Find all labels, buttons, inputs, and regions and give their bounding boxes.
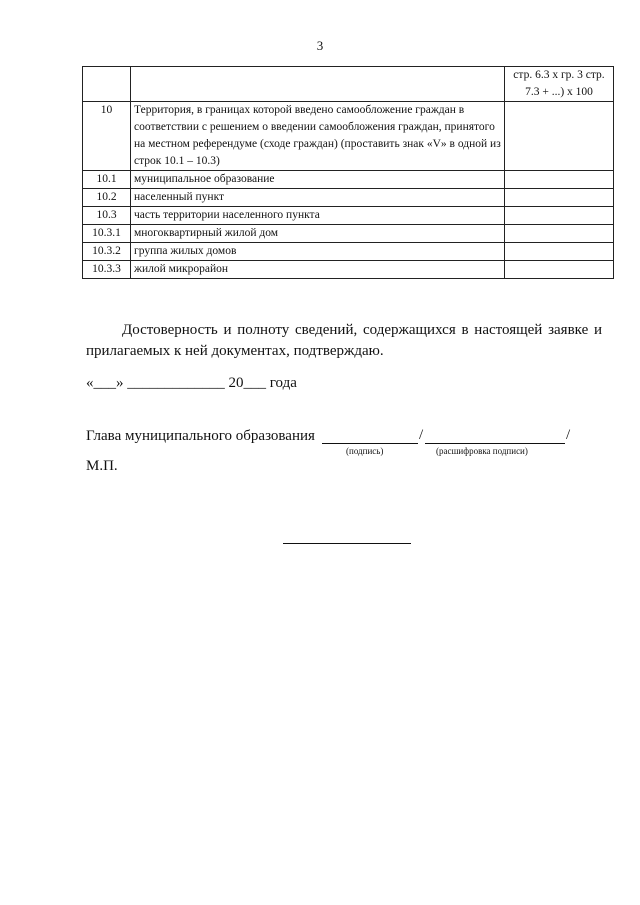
table-row (83, 243, 614, 261)
row-text-cell: жилой микрорайон (131, 261, 505, 279)
date-line: «___» _____________ 20___ года (86, 375, 297, 391)
row-value-cell (505, 225, 614, 243)
row-number-cell (83, 67, 131, 102)
row-number-cell: 10.2 (83, 189, 131, 207)
signature-label: Глава муниципального образования (86, 428, 315, 444)
page-number: 3 (316, 38, 324, 53)
row-value-cell (505, 243, 614, 261)
bottom-divider (283, 543, 411, 544)
table-row (83, 189, 614, 207)
row-value-cell (505, 171, 614, 189)
row-value-cell (505, 102, 614, 171)
row-text-cell: муниципальное образование (131, 171, 505, 189)
signature-slash: / (419, 427, 424, 443)
table-row (83, 102, 614, 171)
signature-caption: (подпись) (346, 446, 384, 456)
table-row (83, 67, 614, 102)
row-number-cell: 10 (83, 102, 131, 171)
row-value-cell (505, 207, 614, 225)
form-table (82, 66, 614, 279)
row-number-cell: 10.1 (83, 171, 131, 189)
seal-label: М.П. (86, 458, 118, 474)
row-text-cell: населенный пункт (131, 189, 505, 207)
row-text-cell: часть территории населенного пункта (131, 207, 505, 225)
table-row (83, 171, 614, 189)
signature-decoding-blank (425, 427, 565, 444)
confirmation-statement: Достоверность и полноту сведений, содержащихся в настоящей заявке и прилагаемых к ней документах, подтверждаю. (86, 322, 602, 359)
table-row (83, 225, 614, 243)
table-row (83, 261, 614, 279)
row-text-cell: Территория, в границах которой введено самообложение граждан в соответствии с решением о введении самообложения граждан, принятого на местном референдуме (сходе граждан) (проставить знак «V» в одной из строк 10.1 – 10.3) (131, 102, 505, 171)
table-row (83, 207, 614, 225)
row-value-cell (505, 261, 614, 279)
row-value-cell (505, 189, 614, 207)
row-text-cell: группа жилых домов (131, 243, 505, 261)
row-number-cell: 10.3.3 (83, 261, 131, 279)
signature-slash-end: / (566, 427, 571, 443)
row-text-cell: многоквартирный жилой дом (131, 225, 505, 243)
row-value-cell: стр. 6.3 х гр. 3 стр. 7.3 + ...) х 100 (505, 67, 614, 102)
row-number-cell: 10.3.1 (83, 225, 131, 243)
row-text-cell (131, 67, 505, 102)
row-number-cell: 10.3 (83, 207, 131, 225)
decoding-caption: (расшифровка подписи) (436, 446, 528, 456)
signature-blank (322, 427, 418, 444)
row-number-cell: 10.3.2 (83, 243, 131, 261)
